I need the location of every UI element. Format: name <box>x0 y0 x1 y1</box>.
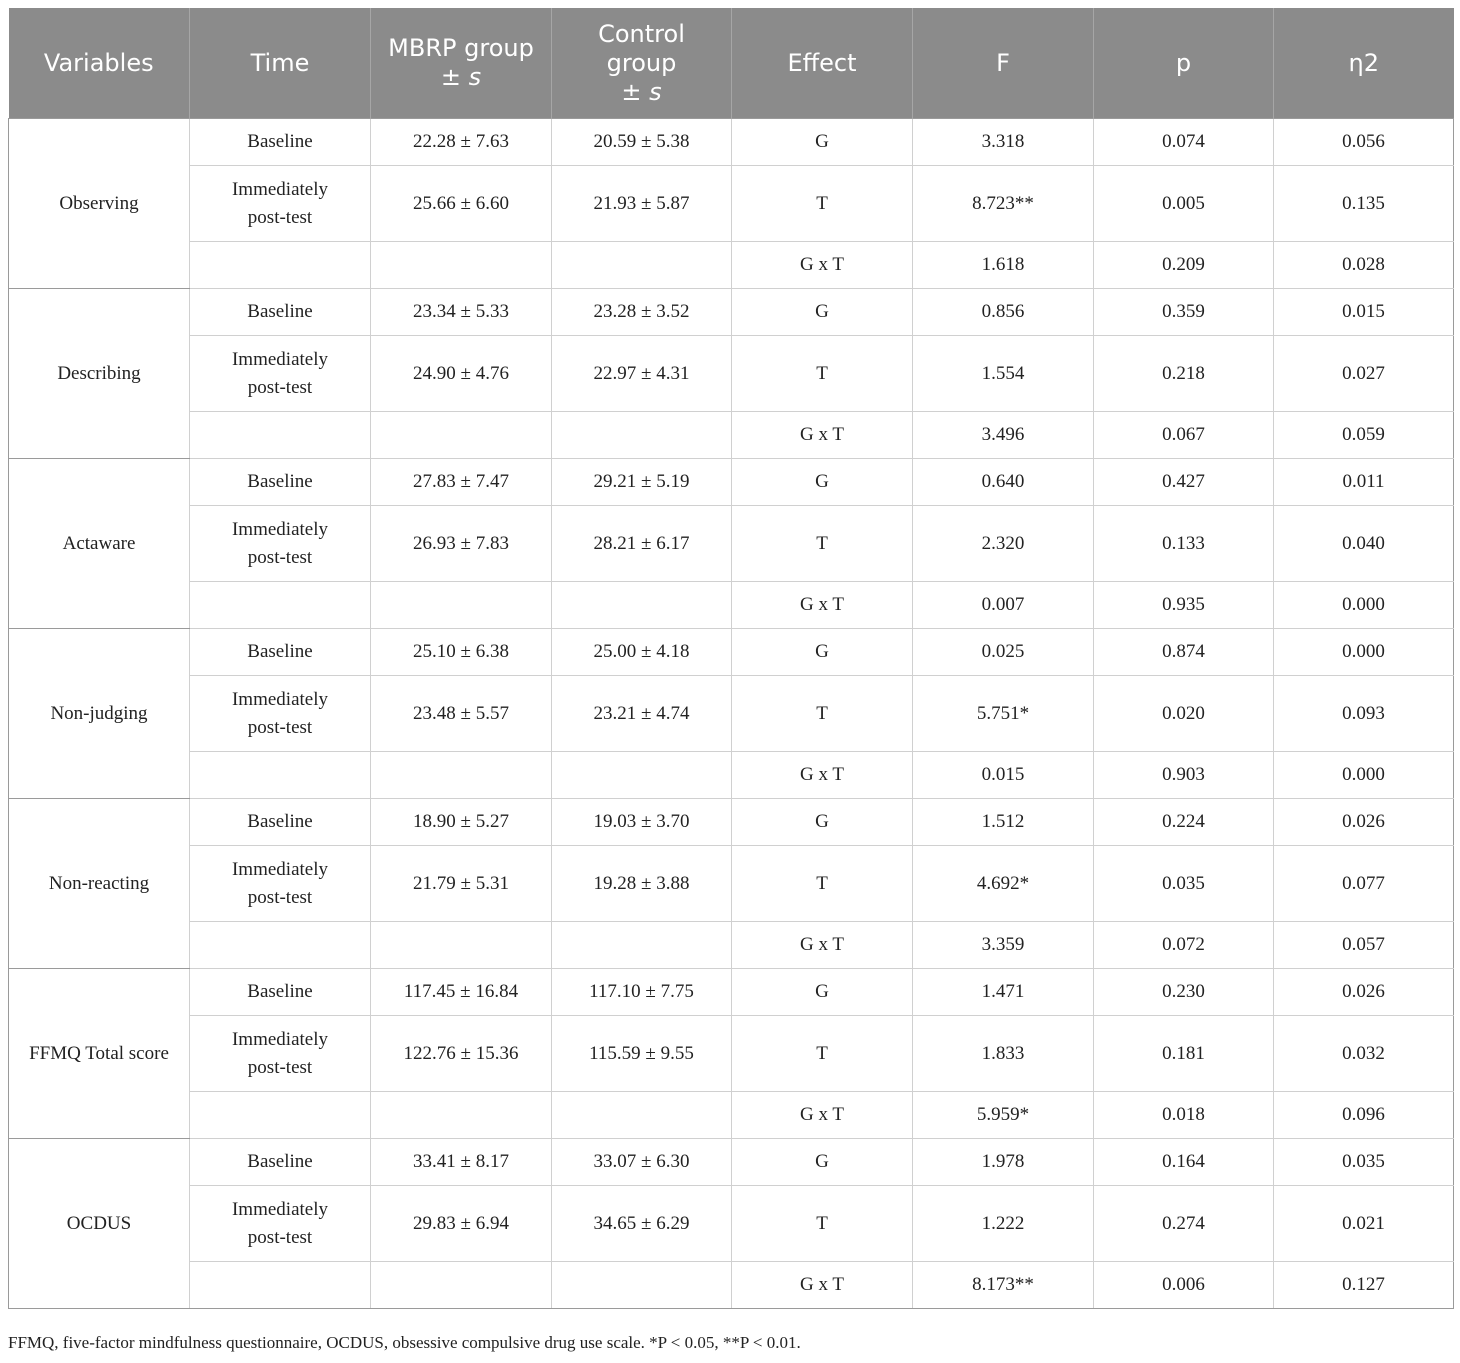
mbrp-cell: 25.66 ± 6.60 <box>371 166 552 242</box>
eta-cell: 0.127 <box>1274 1262 1454 1309</box>
time-cell <box>190 1092 371 1139</box>
header-row <box>9 8 1454 119</box>
time-cell <box>190 242 371 289</box>
time-cell <box>190 846 371 922</box>
time-cell: Baseline <box>190 969 371 1016</box>
control-cell <box>552 412 732 459</box>
header-mbrp-line1: MBRP group <box>388 34 534 62</box>
f-cell: 0.640 <box>913 459 1094 506</box>
table-row <box>9 459 1454 506</box>
effect-cell: G <box>732 799 913 846</box>
f-cell: 1.554 <box>913 336 1094 412</box>
time-label-line2: post-test <box>247 376 313 398</box>
f-cell: 8.173** <box>913 1262 1094 1309</box>
f-cell: 3.496 <box>913 412 1094 459</box>
f-cell: 0.856 <box>913 289 1094 336</box>
eta-cell: 0.035 <box>1274 1139 1454 1186</box>
table-row <box>9 166 1454 242</box>
control-cell: 25.00 ± 4.18 <box>552 629 732 676</box>
variable-cell: Actaware <box>9 459 190 629</box>
table-footnote: FFMQ, five-factor mindfulness questionnaire, OCDUS, obsessive compulsive drug use scale. *P < 0.05, **P < 0.01. <box>8 1333 801 1352</box>
control-cell: 23.28 ± 3.52 <box>552 289 732 336</box>
p-cell: 0.230 <box>1094 969 1274 1016</box>
f-cell: 2.320 <box>913 506 1094 582</box>
mbrp-cell: 23.48 ± 5.57 <box>371 676 552 752</box>
f-cell: 1.833 <box>913 1016 1094 1092</box>
control-cell: 22.97 ± 4.31 <box>552 336 732 412</box>
header-control <box>552 8 732 119</box>
mbrp-cell <box>371 752 552 799</box>
time-label-line1: Immediately <box>231 1028 329 1050</box>
time-cell <box>190 1186 371 1262</box>
time-cell <box>190 336 371 412</box>
header-mbrp-line2: ± s <box>440 63 482 91</box>
mbrp-cell: 22.28 ± 7.63 <box>371 119 552 166</box>
effect-cell: G <box>732 969 913 1016</box>
control-cell <box>552 242 732 289</box>
p-cell: 0.074 <box>1094 119 1274 166</box>
p-cell: 0.903 <box>1094 752 1274 799</box>
mbrp-cell: 117.45 ± 16.84 <box>371 969 552 1016</box>
variable-cell: Describing <box>9 289 190 459</box>
control-cell: 23.21 ± 4.74 <box>552 676 732 752</box>
time-cell <box>190 1262 371 1309</box>
control-cell <box>552 752 732 799</box>
control-cell <box>552 1262 732 1309</box>
effect-cell: G x T <box>732 1262 913 1309</box>
control-cell: 115.59 ± 9.55 <box>552 1016 732 1092</box>
effect-cell: G <box>732 289 913 336</box>
control-cell: 20.59 ± 5.38 <box>552 119 732 166</box>
effect-cell: G x T <box>732 582 913 629</box>
f-cell: 1.512 <box>913 799 1094 846</box>
time-cell <box>190 676 371 752</box>
p-cell: 0.274 <box>1094 1186 1274 1262</box>
table-row <box>9 752 1454 799</box>
effect-cell: T <box>732 506 913 582</box>
effect-cell: T <box>732 846 913 922</box>
mbrp-cell: 33.41 ± 8.17 <box>371 1139 552 1186</box>
time-label-line1: Immediately <box>231 688 329 710</box>
mbrp-cell <box>371 582 552 629</box>
table-row <box>9 799 1454 846</box>
time-cell: Baseline <box>190 459 371 506</box>
header-control-line1: Control <box>598 19 685 48</box>
results-table-container <box>8 8 1453 1309</box>
effect-cell: G <box>732 119 913 166</box>
variable-cell: Non-reacting <box>9 799 190 969</box>
effect-cell: G x T <box>732 242 913 289</box>
effect-cell: G x T <box>732 752 913 799</box>
results-table <box>8 8 1454 1309</box>
table-row <box>9 1139 1454 1186</box>
p-cell: 0.224 <box>1094 799 1274 846</box>
table-row <box>9 506 1454 582</box>
control-cell: 117.10 ± 7.75 <box>552 969 732 1016</box>
mbrp-cell: 29.83 ± 6.94 <box>371 1186 552 1262</box>
time-cell: Baseline <box>190 799 371 846</box>
variable-cell: Non-judging <box>9 629 190 799</box>
eta-cell: 0.000 <box>1274 629 1454 676</box>
f-cell: 5.959* <box>913 1092 1094 1139</box>
eta-cell: 0.057 <box>1274 922 1454 969</box>
f-cell: 8.723** <box>913 166 1094 242</box>
control-cell: 21.93 ± 5.87 <box>552 166 732 242</box>
table-row <box>9 119 1454 166</box>
p-cell: 0.164 <box>1094 1139 1274 1186</box>
variable-cell: OCDUS <box>9 1139 190 1309</box>
time-cell <box>190 582 371 629</box>
mbrp-cell: 23.34 ± 5.33 <box>371 289 552 336</box>
f-cell: 0.007 <box>913 582 1094 629</box>
p-cell: 0.181 <box>1094 1016 1274 1092</box>
header-f: F <box>913 8 1094 119</box>
header-variables: Variables <box>9 8 190 119</box>
time-cell <box>190 1016 371 1092</box>
eta-cell: 0.027 <box>1274 336 1454 412</box>
time-cell: Baseline <box>190 1139 371 1186</box>
effect-cell: T <box>732 1016 913 1092</box>
table-row <box>9 289 1454 336</box>
time-cell: Baseline <box>190 629 371 676</box>
time-label-line2: post-test <box>247 1226 313 1248</box>
header-p: p <box>1094 8 1274 119</box>
mbrp-cell <box>371 242 552 289</box>
effect-cell: T <box>732 1186 913 1262</box>
f-cell: 5.751* <box>913 676 1094 752</box>
table-row <box>9 412 1454 459</box>
p-cell: 0.218 <box>1094 336 1274 412</box>
mbrp-cell: 21.79 ± 5.31 <box>371 846 552 922</box>
p-cell: 0.209 <box>1094 242 1274 289</box>
p-cell: 0.018 <box>1094 1092 1274 1139</box>
eta-cell: 0.000 <box>1274 582 1454 629</box>
mbrp-cell <box>371 922 552 969</box>
eta-cell: 0.021 <box>1274 1186 1454 1262</box>
f-cell: 1.978 <box>913 1139 1094 1186</box>
time-label-line1: Immediately <box>231 518 329 540</box>
control-cell: 19.03 ± 3.70 <box>552 799 732 846</box>
table-row <box>9 1186 1454 1262</box>
time-label-line1: Immediately <box>231 348 329 370</box>
table-row <box>9 922 1454 969</box>
table-row <box>9 969 1454 1016</box>
table-row <box>9 1092 1454 1139</box>
effect-cell: G <box>732 1139 913 1186</box>
header-control-line2: group <box>606 48 677 77</box>
mbrp-cell: 122.76 ± 15.36 <box>371 1016 552 1092</box>
table-row <box>9 676 1454 752</box>
table-row <box>9 242 1454 289</box>
time-cell <box>190 506 371 582</box>
time-cell: Baseline <box>190 119 371 166</box>
table-row <box>9 336 1454 412</box>
table-body <box>9 119 1454 1309</box>
table-row <box>9 582 1454 629</box>
p-cell: 0.935 <box>1094 582 1274 629</box>
eta-cell: 0.096 <box>1274 1092 1454 1139</box>
time-label-line2: post-test <box>247 716 313 738</box>
variable-cell: FFMQ Total score <box>9 969 190 1139</box>
control-cell: 29.21 ± 5.19 <box>552 459 732 506</box>
mbrp-cell: 18.90 ± 5.27 <box>371 799 552 846</box>
effect-cell: G x T <box>732 1092 913 1139</box>
f-cell: 3.318 <box>913 119 1094 166</box>
effect-cell: G <box>732 459 913 506</box>
mbrp-cell: 25.10 ± 6.38 <box>371 629 552 676</box>
eta-cell: 0.135 <box>1274 166 1454 242</box>
table-header <box>9 8 1454 119</box>
eta-cell: 0.059 <box>1274 412 1454 459</box>
time-cell <box>190 166 371 242</box>
p-cell: 0.067 <box>1094 412 1274 459</box>
eta-cell: 0.000 <box>1274 752 1454 799</box>
p-cell: 0.427 <box>1094 459 1274 506</box>
effect-cell: T <box>732 676 913 752</box>
time-cell <box>190 412 371 459</box>
time-label-line2: post-test <box>247 206 313 228</box>
f-cell: 1.618 <box>913 242 1094 289</box>
control-cell: 19.28 ± 3.88 <box>552 846 732 922</box>
eta-cell: 0.026 <box>1274 799 1454 846</box>
eta-cell: 0.056 <box>1274 119 1454 166</box>
header-effect: Effect <box>732 8 913 119</box>
eta-cell: 0.011 <box>1274 459 1454 506</box>
control-cell: 33.07 ± 6.30 <box>552 1139 732 1186</box>
p-cell: 0.072 <box>1094 922 1274 969</box>
eta-cell: 0.015 <box>1274 289 1454 336</box>
mbrp-cell: 26.93 ± 7.83 <box>371 506 552 582</box>
time-label-line1: Immediately <box>231 858 329 880</box>
p-cell: 0.874 <box>1094 629 1274 676</box>
effect-cell: T <box>732 336 913 412</box>
header-time: Time <box>190 8 371 119</box>
time-label-line1: Immediately <box>231 178 329 200</box>
p-cell: 0.006 <box>1094 1262 1274 1309</box>
header-eta: η2 <box>1274 8 1454 119</box>
header-control-line3: ± s <box>621 77 662 106</box>
eta-cell: 0.028 <box>1274 242 1454 289</box>
eta-cell: 0.093 <box>1274 676 1454 752</box>
f-cell: 1.471 <box>913 969 1094 1016</box>
table-row <box>9 1262 1454 1309</box>
control-cell: 28.21 ± 6.17 <box>552 506 732 582</box>
f-cell: 0.015 <box>913 752 1094 799</box>
p-cell: 0.020 <box>1094 676 1274 752</box>
control-cell: 34.65 ± 6.29 <box>552 1186 732 1262</box>
table-row <box>9 1016 1454 1092</box>
effect-cell: G <box>732 629 913 676</box>
time-label-line2: post-test <box>247 886 313 908</box>
f-cell: 0.025 <box>913 629 1094 676</box>
eta-cell: 0.026 <box>1274 969 1454 1016</box>
eta-cell: 0.040 <box>1274 506 1454 582</box>
f-cell: 4.692* <box>913 846 1094 922</box>
p-cell: 0.005 <box>1094 166 1274 242</box>
p-cell: 0.035 <box>1094 846 1274 922</box>
table-row <box>9 846 1454 922</box>
time-cell <box>190 752 371 799</box>
time-label-line2: post-test <box>247 1056 313 1078</box>
eta-cell: 0.077 <box>1274 846 1454 922</box>
table-row <box>9 629 1454 676</box>
time-cell: Baseline <box>190 289 371 336</box>
control-cell <box>552 582 732 629</box>
effect-cell: G x T <box>732 412 913 459</box>
mbrp-cell: 27.83 ± 7.47 <box>371 459 552 506</box>
variable-cell: Observing <box>9 119 190 289</box>
control-cell <box>552 1092 732 1139</box>
p-cell: 0.133 <box>1094 506 1274 582</box>
p-cell: 0.359 <box>1094 289 1274 336</box>
eta-cell: 0.032 <box>1274 1016 1454 1092</box>
effect-cell: G x T <box>732 922 913 969</box>
header-mbrp <box>371 8 552 119</box>
mbrp-cell <box>371 1092 552 1139</box>
mbrp-cell <box>371 412 552 459</box>
mbrp-cell: 24.90 ± 4.76 <box>371 336 552 412</box>
time-label-line1: Immediately <box>231 1198 329 1220</box>
control-cell <box>552 922 732 969</box>
f-cell: 3.359 <box>913 922 1094 969</box>
time-cell <box>190 922 371 969</box>
f-cell: 1.222 <box>913 1186 1094 1262</box>
mbrp-cell <box>371 1262 552 1309</box>
time-label-line2: post-test <box>247 546 313 568</box>
effect-cell: T <box>732 166 913 242</box>
